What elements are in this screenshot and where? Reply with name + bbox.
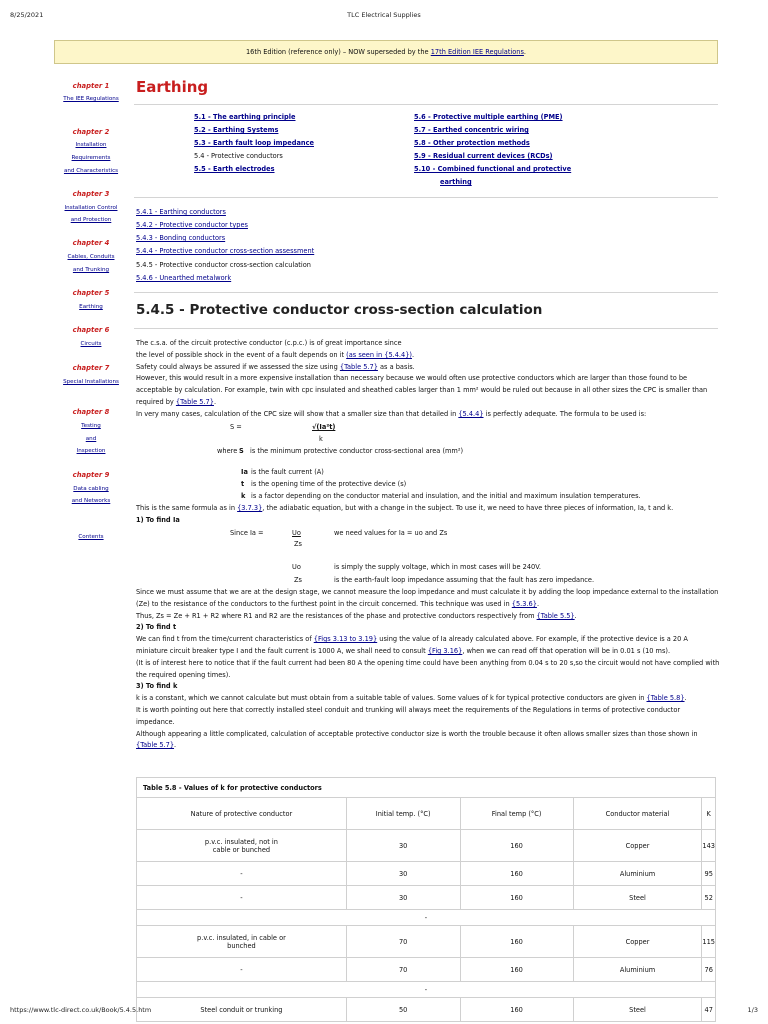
- sidebar-chapter-label: chapter 9: [72, 471, 110, 479]
- link-table-5-7[interactable]: {Table 5.7}: [136, 741, 175, 750]
- formula-denominator: k: [319, 435, 323, 443]
- table-cell: 160: [460, 886, 573, 910]
- table-header: K: [702, 798, 716, 830]
- text: Safety could always be assured if we assessed the size using: [136, 362, 340, 371]
- sidebar-link-and[interactable]: and: [85, 436, 97, 442]
- table-row: [137, 886, 716, 910]
- table-cell: 160: [460, 926, 573, 958]
- paragraph: It is worth pointing out here that correctly installed steel conduit and trunking will always meet the requirements of the Regulations in terms of protective conductor impedance.: [136, 705, 681, 726]
- text: Thus, Zs = Ze + R1 + R2 where R1 and R2 are the resistances of the phase and protective conductors respectively from: [136, 611, 537, 620]
- banner-link[interactable]: 17th Edition IEE Regulations: [430, 48, 524, 56]
- sidebar-link-circuits[interactable]: Circuits: [80, 341, 102, 347]
- sidebar-link-trunking[interactable]: and Trunking: [72, 267, 110, 273]
- table-cell: Steel: [573, 886, 702, 910]
- sidebar-link-installation-control[interactable]: Installation Control: [64, 205, 118, 211]
- text: k is a constant, which we cannot calculate but must obtain from a suitable table of values. Some values of k for typical protective conductors are given in: [136, 694, 647, 703]
- section-link-5-3[interactable]: 5.3 - Earth fault loop impedance: [194, 139, 314, 147]
- link-table-5-5[interactable]: {Table 5.5}: [536, 611, 575, 620]
- paragraph: [136, 634, 720, 658]
- link-table-5-7[interactable]: {Table 5.7}: [175, 397, 214, 406]
- table-cell: 160: [460, 830, 573, 862]
- t-symbol: t: [241, 480, 245, 488]
- table-cell: 30: [346, 886, 460, 910]
- section-link-5-7[interactable]: 5.7 - Earthed concentric wiring: [414, 126, 529, 134]
- where-s-symbol: S: [239, 447, 244, 455]
- k-symbol: k: [241, 492, 246, 500]
- table-cell: -: [137, 862, 347, 886]
- link-fig-3-16[interactable]: {Fig 3.16}: [427, 646, 463, 655]
- paragraph: The c.s.a. of the circuit protective conductor (c.p.c.) is of great importance since: [136, 339, 402, 347]
- sidebar-chapter-label: chapter 5: [72, 289, 110, 297]
- link-table-5-8[interactable]: {Table 5.8}: [646, 694, 685, 703]
- sidebar-link-testing[interactable]: Testing: [81, 423, 101, 429]
- table-cell: Aluminium: [573, 862, 702, 886]
- section-link-5-8[interactable]: 5.8 - Other protection methods: [414, 139, 530, 147]
- link-5-4-4[interactable]: {5.4.4}: [458, 409, 484, 418]
- section-current-5-4: 5.4 - Protective conductors: [194, 152, 283, 160]
- table-cell: 30: [346, 830, 460, 862]
- table-row: [137, 910, 716, 926]
- table-cell: 160: [460, 862, 573, 886]
- table-caption: Table 5.8 - Values of k for protective conductors: [137, 778, 716, 798]
- subheading-find-ia: 1) To find Ia: [136, 516, 180, 524]
- uo-symbol: Uo: [292, 563, 301, 571]
- sidebar-link-iee-regulations[interactable]: The IEE Regulations: [63, 96, 119, 102]
- sidebar-link-contents[interactable]: Contents: [78, 534, 104, 540]
- table-cell: p.v.c. insulated, not in cable or bunched: [137, 830, 347, 862]
- table-row: [137, 982, 716, 998]
- uo-desc: is simply the supply voltage, which in most cases will be 240V.: [334, 563, 541, 571]
- subheading-find-t: 2) To find t: [136, 623, 177, 632]
- paragraph: (It is of interest here to notice that if the fault current had been 80 A the opening time could have been anything from 0.04 s to 20 s,so the circuit would not have complied with the required opening times).: [136, 658, 720, 679]
- edition-banner: [54, 40, 718, 64]
- table-cell: Steel: [573, 998, 702, 1022]
- text: , the adiabatic equation, but with a change in the subject. To use it, we need to have three pieces of information, Ia, t and k.: [262, 504, 674, 512]
- section-link-5-9[interactable]: 5.9 - Residual current devices (RCDs): [414, 152, 553, 160]
- page-heading: Earthing: [136, 78, 209, 96]
- table-cell: 160: [460, 958, 573, 982]
- table-cell: 70: [346, 958, 460, 982]
- link-5-4-4[interactable]: (as seen in {5.4.4}): [346, 350, 412, 359]
- section-link-5-1[interactable]: 5.1 - The earthing principle: [194, 113, 296, 121]
- sidebar-chapter-label: chapter 2: [72, 128, 110, 136]
- table-cell: -: [137, 958, 347, 982]
- sidebar-link-cables-conduits[interactable]: Cables, Conduits: [67, 254, 115, 260]
- text: .: [536, 599, 540, 608]
- sidebar-chapter-label: chapter 6: [72, 326, 110, 334]
- table-cell: Steel conduit or trunking: [137, 998, 347, 1022]
- text: , when we can read off that operation will be in 0.01 s (10 ms).: [462, 646, 671, 655]
- paragraph: [136, 693, 720, 705]
- uo-numerator: Uo: [292, 529, 301, 537]
- sidebar-chapter-label: chapter 1: [72, 82, 110, 90]
- section-link-5-5[interactable]: 5.5 - Earth electrodes: [194, 165, 275, 173]
- sidebar-link-protection[interactable]: and Protection: [70, 217, 112, 223]
- divider: [134, 292, 718, 293]
- divider: [134, 328, 718, 329]
- sidebar-chapter-label: chapter 4: [72, 239, 110, 247]
- sidebar-link-requirements[interactable]: Requirements: [71, 155, 111, 161]
- formula-numerator: √(Ia²t): [312, 423, 336, 431]
- text: This is the same formula as in: [136, 504, 238, 512]
- subsection-link-5-4-2[interactable]: 5.4.2 - Protective conductor types: [136, 221, 248, 229]
- text: is perfectly adequate. The formula to be used is:: [483, 409, 647, 418]
- paragraph: [136, 373, 720, 408]
- subsection-link-5-4-4[interactable]: 5.4.4 - Protective conductor cross-section assessment: [136, 247, 315, 255]
- section-link-5-6[interactable]: 5.6 - Protective multiple earthing (PME): [414, 113, 563, 121]
- where-s-desc: is the minimum protective conductor cross-sectional area (mm²): [250, 447, 464, 455]
- link-figs-3-13[interactable]: {Figs 3.13 to 3.19}: [313, 635, 378, 644]
- since-ia-desc: we need values for Ia = uo and Zs: [334, 529, 448, 537]
- subsection-link-5-4-6[interactable]: 5.4.6 - Unearthed metalwork: [136, 274, 232, 282]
- link-3-7-3[interactable]: {3.7.3}: [237, 504, 263, 512]
- sidebar-link-inspection[interactable]: Inspection: [76, 448, 106, 454]
- subsection-current-5-4-5: 5.4.5 - Protective conductor cross-section calculation: [136, 261, 311, 269]
- ia-symbol: Ia: [241, 468, 248, 476]
- print-date: 8/25/2021: [10, 11, 44, 19]
- subsection-link-5-4-3[interactable]: 5.4.3 - Bonding conductors: [136, 234, 226, 242]
- table-row: [137, 926, 716, 958]
- article-body: [136, 338, 720, 421]
- table-cell: 52: [702, 886, 716, 910]
- text: .: [213, 397, 217, 406]
- table-cell: Copper: [573, 926, 702, 958]
- table-cell: -: [137, 910, 716, 926]
- main-title: 5.4.5 - Protective conductor cross-section calculation: [136, 302, 543, 318]
- paragraph: [136, 362, 720, 374]
- footer-url: https://www.tlc-direct.co.uk/Book/5.4.5.htm: [10, 1006, 152, 1014]
- paragraph: [136, 587, 720, 611]
- paragraph: [136, 350, 720, 362]
- divider: [134, 104, 718, 105]
- sidebar-link-characteristics[interactable]: and Characteristics: [63, 168, 119, 174]
- footer-page-number: 1/3: [747, 1006, 758, 1014]
- table-row: [137, 830, 716, 862]
- table-cell: 30: [346, 862, 460, 886]
- table-cell: 47: [702, 998, 716, 1022]
- where-label: where: [217, 447, 238, 455]
- sidebar-link-networks[interactable]: and Networks: [71, 498, 111, 504]
- table-cell: 95: [702, 862, 716, 886]
- table-header: Conductor material: [573, 798, 702, 830]
- text: .: [684, 694, 687, 703]
- formula-s-label: S =: [230, 423, 242, 431]
- sidebar-link-installation[interactable]: Installation: [75, 142, 107, 148]
- paragraph: [136, 729, 720, 753]
- print-title: TLC Electrical Supplies: [347, 11, 421, 19]
- subheading-find-k: 3) To find k: [136, 682, 178, 691]
- table-cell: -: [137, 982, 716, 998]
- sidebar-link-special-installations[interactable]: Special Installations: [63, 379, 119, 385]
- sidebar-link-earthing[interactable]: Earthing: [79, 304, 103, 310]
- table-cell: 76: [702, 958, 716, 982]
- table-cell: Copper: [573, 830, 702, 862]
- table-cell: p.v.c. insulated, in cable or bunched: [137, 926, 347, 958]
- table-cell: 115: [702, 926, 716, 958]
- article-body-lower: [136, 587, 720, 752]
- table-row: [137, 862, 716, 886]
- text: Since we must assume that we are at the design stage, we cannot measure the loop impedance and must calculate it by adding the loop impedance external to the installation (Ze) to the resistance of the conductors to the furthest point in the circuit concerned. This technique was used in: [136, 588, 719, 608]
- zs-denominator: Zs: [294, 540, 302, 548]
- link-5-3-6[interactable]: {5.3.6}: [511, 599, 537, 608]
- table-header: Initial temp. (°C): [346, 798, 460, 830]
- zs-symbol: Zs: [294, 576, 302, 584]
- table-cell: -: [137, 886, 347, 910]
- text: .: [574, 611, 577, 620]
- since-ia-label: Since Ia =: [230, 529, 264, 537]
- table-cell: Aluminium: [573, 958, 702, 982]
- link-table-5-7[interactable]: {Table 5.7}: [339, 362, 378, 371]
- paragraph: [136, 409, 720, 421]
- table-cell: 160: [460, 998, 573, 1022]
- k-desc: is a factor depending on the conductor material and insulation, and the initial and maximum insulation temperatures.: [251, 492, 641, 500]
- text: However, this would result in a more expensive installation than necessary because we would often use protective conductors which are larger than those found to be acceptable by calculation. For example, twin with cpc insulated and sheathed cables larger than 1 mm² would be ruled out because in all other sizes the CPC is smaller than required by: [136, 374, 708, 406]
- zs-desc: is the earth-fault loop impedance assuming that the fault has zero impedance.: [334, 576, 595, 584]
- section-link-5-10[interactable]: 5.10 - Combined functional and protective: [414, 165, 572, 173]
- banner-text-end: .: [523, 48, 527, 56]
- k-values-table: [136, 777, 716, 1022]
- paragraph: [136, 611, 720, 623]
- text: using the value of Ia already calculated above. For example, if the protective device is a 20 A miniature circuit breaker type I and the fault current is 1000 A, we shall need to consult: [136, 635, 688, 655]
- table-header: Nature of protective conductor: [137, 798, 347, 830]
- section-link-5-10-cont[interactable]: earthing: [440, 178, 472, 186]
- text: .: [174, 741, 177, 750]
- t-desc: is the opening time of the protective device (s): [251, 480, 407, 488]
- table-row: [137, 998, 716, 1022]
- text: Although appearing a little complicated, calculation of acceptable protective conductor size is worth the trouble because it often allows smaller sizes than those shown in: [136, 729, 698, 738]
- text: the level of possible shock in the event of a fault depends on it: [136, 350, 347, 359]
- sidebar-chapter-label: chapter 7: [72, 364, 110, 372]
- text: .: [412, 350, 415, 359]
- paragraph: [136, 504, 720, 512]
- sidebar-chapter-label: chapter 8: [72, 408, 110, 416]
- table-cell: 143: [702, 830, 716, 862]
- table-cell: 70: [346, 926, 460, 958]
- table-header: Final temp (°C): [460, 798, 573, 830]
- ia-desc: is the fault current (A): [251, 468, 324, 476]
- table-row: [137, 958, 716, 982]
- banner-text: 16th Edition (reference only) – NOW superseded by the: [245, 48, 431, 56]
- section-link-5-2[interactable]: 5.2 - Earthing Systems: [194, 126, 279, 134]
- sidebar-chapter-label: chapter 3: [72, 190, 110, 198]
- sidebar-link-data-cabling[interactable]: Data cabling: [73, 486, 109, 492]
- divider: [134, 197, 718, 198]
- text: In very many cases, calculation of the CPC size will show that a smaller size than that detailed in: [136, 409, 459, 418]
- subsection-link-5-4-1[interactable]: 5.4.1 - Earthing conductors: [136, 208, 226, 216]
- text: We can find t from the time/current characteristics of: [136, 635, 314, 644]
- table-cell: 50: [346, 998, 460, 1022]
- text: as a basis.: [377, 362, 415, 371]
